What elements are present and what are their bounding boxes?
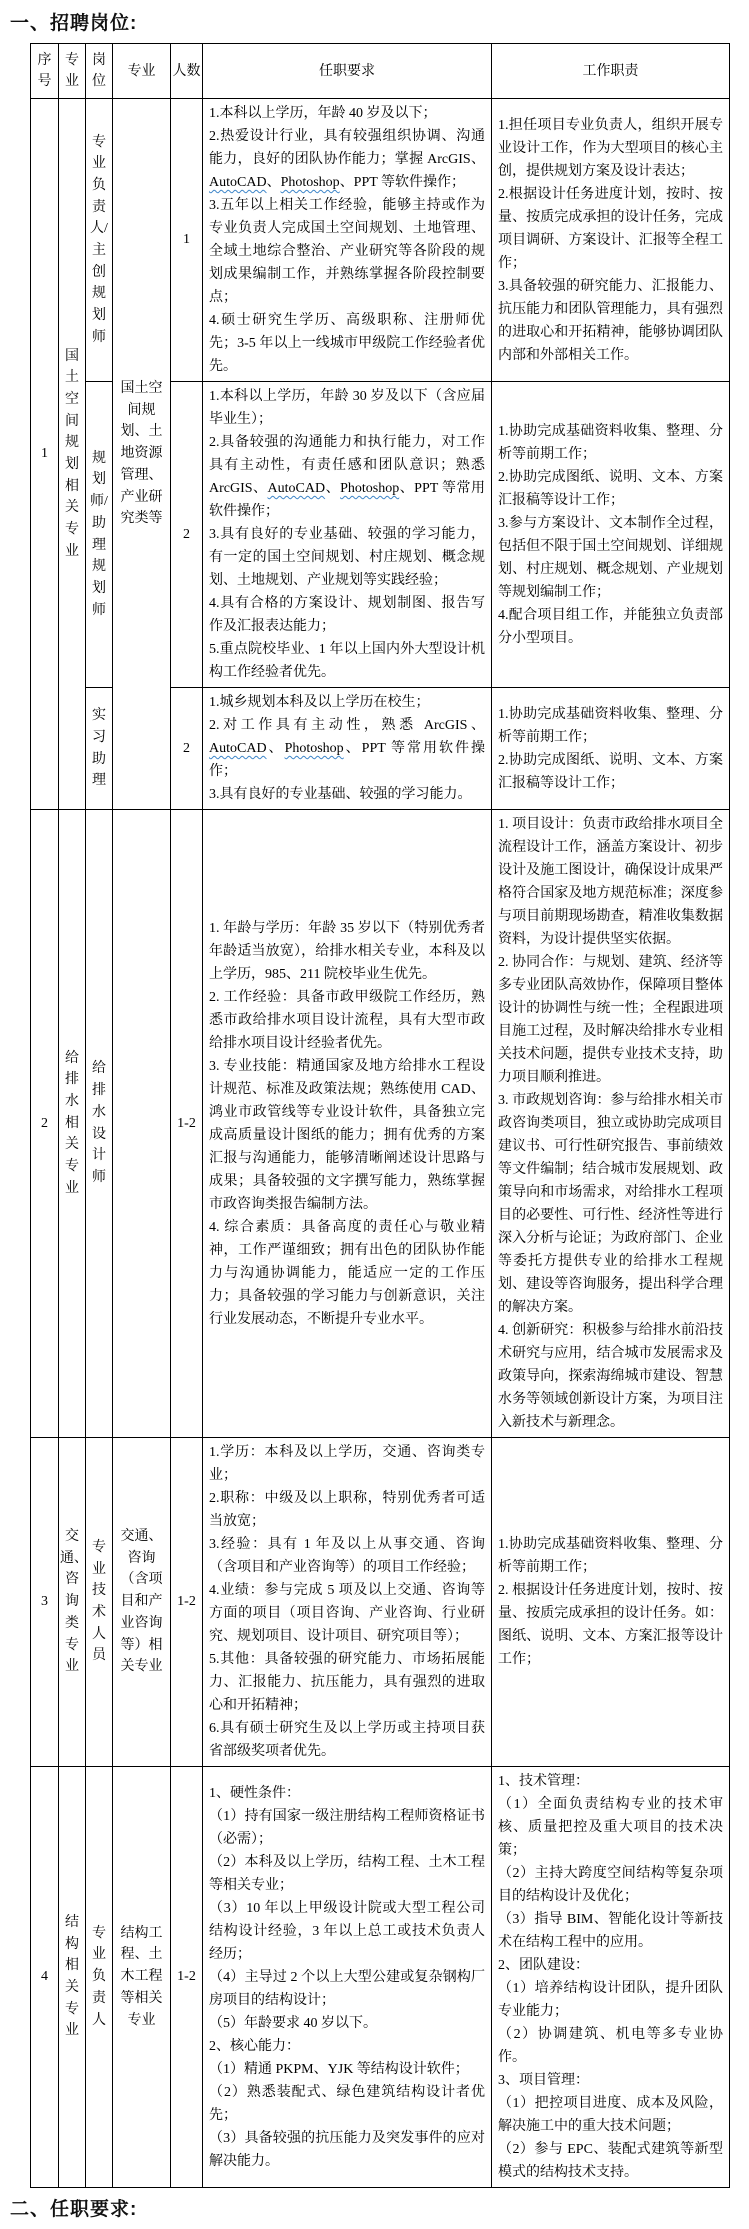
specialty-cell: 结构工程、土木工程等相关专业 [113,1767,171,2188]
text-paragraph: 2.协助完成图纸、说明、文本、方案汇报稿等设计工作； [498,752,723,791]
table-header-row [31,44,730,99]
duties-cell [492,810,730,1438]
text-paragraph: 1.本科以上学历，年龄 40 岁及以下； [209,106,437,121]
squiggle-word: AutoCAD [209,175,267,190]
duties-cell [492,1438,730,1767]
text-paragraph: 1.本科以上学历，年龄 30 岁及以下（含应届毕业生）； [209,389,485,427]
text-paragraph: 1、技术管理： [498,1774,589,1789]
section-title-requirements: 二、任职要求: [10,2199,138,2220]
text-paragraph: （2）主持大跨度空间结构等复杂项目的结构设计及优化； [498,1866,723,1904]
text-paragraph: 4.硕士研究生学历、高级职称、注册师优先；3-5 年以上一线城市甲级院工作经验者优先。 [209,313,485,374]
text-paragraph: 1. 年龄与学历：年龄 35 岁以下（特别优秀者年龄适当放宽），给排水相关专业，本科及以上学历，985、211 院校毕业生优先。 [209,920,485,982]
text-paragraph: 2.具备较强的沟通能力和执行能力，对工作具有主动性，有责任感和团队意识；熟悉 ArcGIS、AutoCAD、Photoshop、PPT 等常用软件操作； [209,435,486,519]
jobs-table [30,43,730,2188]
col-header-major: 专业 [59,44,86,99]
text-paragraph: 2.职称：中级及以上职称，特别优秀者可适当放宽； [209,1491,485,1529]
text-paragraph: 2.根据设计任务进度计划，按时、按量、按质完成承担的设计任务，完成项目调研、方案设计、汇报等全程工作； [498,186,723,271]
text-paragraph: 3.具有良好的专业基础、较强的学习能力，有一定的国土空间规划、村庄规划、概念规划、土地规划、产业规划等实践经验； [209,527,485,588]
text-paragraph: 1.协助完成基础资料收集、整理、分析等前期工作； [498,706,723,745]
specialty-cell: 交通、咨询（含项目和产业咨询等）相关专业 [113,1438,171,1767]
text-paragraph: （1）持有国家一级注册结构工程师资格证书（必需）； [209,1808,485,1847]
count-cell: 1-2 [171,1767,203,2188]
text-paragraph: 2. 协同合作：与规划、建筑、经济等多专业团队高效协作，保障项目整体设计的协调性与统一性；全程跟进项目施工过程，及时解决给排水专业相关技术问题，提供专业技术支持，助力项目顺利推进。 [498,955,723,1085]
requirements-cell [203,1767,492,2188]
col-header-count: 人数 [171,44,203,99]
text-paragraph: （2）协调建筑、机电等多专业协作。 [498,2027,723,2065]
squiggle-word: AutoCAD [267,481,326,496]
count-cell: 1 [171,99,203,382]
col-header-requirements: 任职要求 [203,44,492,99]
position-cell: 给排水设计师 [86,810,113,1438]
position-cell: 实习助理 [86,688,113,810]
count-cell: 2 [171,688,203,810]
requirements-cell [203,810,492,1438]
text-paragraph: 4.配合项目组工作，并能独立负责部分小型项目。 [498,607,723,646]
position-cell: 规划师/助理规划师 [86,382,113,688]
text-paragraph: 2.热爱设计行业，具有较强组织协调、沟通能力，良好的团队协作能力；掌握 ArcGIS、AutoCAD、Photoshop、PPT 等软件操作； [209,129,485,190]
major-cell: 国土空间规划相关专业 [59,99,86,810]
seq-cell: 2 [31,810,59,1438]
seq-cell: 1 [31,99,59,810]
text-paragraph: 4.业绩：参与完成 5 项及以上交通、咨询等方面的项目（项目咨询、产业咨询、行业研究、规划项目、设计项目、研究项目等）； [209,1583,485,1644]
squiggle-word: AutoCAD [209,741,267,756]
text-paragraph: 4.具有合格的方案设计、规划制图、报告写作及汇报表达能力； [209,596,485,634]
text-paragraph: 2. 工作经验：具备市政甲级院工作经历，熟悉市政给排水项目设计流程，具有大型市政给排水项目设计经验者优先。 [209,989,485,1051]
text-paragraph: 6.具有硕士研究生及以上学历或主持项目获省部级奖项者优先。 [209,1721,485,1759]
text-paragraph: （1）培养结构设计团队，提升团队专业能力； [498,1981,723,2019]
duties-cell [492,382,730,688]
text-paragraph: 3.经验：具有 1 年及以上从事交通、咨询（含项目和产业咨询等）的项目工作经验； [209,1537,485,1575]
job-row-1a [31,99,730,382]
requirements-cell [203,1438,492,1767]
text-paragraph: （2）本科及以上学历，结构工程、土木工程等相关专业； [209,1854,485,1893]
requirements-cell [203,99,492,382]
col-header-seq: 序号 [31,44,59,99]
seq-cell: 3 [31,1438,59,1767]
job-row-4 [31,1767,730,2188]
major-cell: 结构相关专业 [59,1767,86,2188]
col-header-position: 岗位 [86,44,113,99]
count-cell: 1-2 [171,810,203,1438]
col-header-duties: 工作职责 [492,44,730,99]
duties-cell [492,99,730,382]
text-paragraph: （2）熟悉装配式、绿色建筑结构设计者优先； [209,2084,485,2123]
text-paragraph: 1.协助完成基础资料收集、整理、分析等前期工作； [498,423,723,462]
major-cell: 交通、咨询类专业 [59,1438,86,1767]
text-paragraph: 1.担任项目专业负责人，组织开展专业设计工作，作为大型项目的核心主创，提供规划方案及设计表达； [498,117,723,179]
position-cell: 专业负责人/主创规划师 [86,99,113,382]
job-row-2 [31,810,730,1438]
requirements-cell [203,688,492,810]
text-paragraph: 2.协助完成图纸、说明、文本、方案汇报稿等设计工作； [498,469,723,508]
position-cell: 专业技术人员 [86,1438,113,1767]
text-paragraph: （3）具备较强的抗压能力及突发事件的应对解决能力。 [209,2130,485,2169]
text-paragraph: （1）把控项目进度、成本及风险，解决施工中的重大技术问题； [498,2096,723,2134]
text-paragraph: 2.对工作具有主动性，熟悉 ArcGIS、AutoCAD、Photoshop、PPT 等常用软件操作； [209,718,486,779]
squiggle-word: Photoshop [280,175,340,190]
text-paragraph: 2、团队建设： [498,1958,589,1973]
text-paragraph: 5.其他：具备较强的研究能力、市场拓展能力、汇报能力、抗压能力，具有强烈的进取心和开拓精神； [209,1652,485,1713]
text-paragraph: 5.重点院校毕业、1 年以上国内外大型设计机构工作经验者优先。 [209,642,485,680]
text-paragraph: 1. 项目设计：负责市政给排水项目全流程设计工作，涵盖方案设计、初步设计及施工图设计，确保设计成果严格符合国家及地方规范标准；深度参与项目前期现场勘查，精准收集数据资料，为设计提供坚实依据。 [498,817,723,947]
text-paragraph: （3）10 年以上甲级设计院或大型工程公司结构设计经验，3 年以上总工或技术负责人经历； [209,1900,485,1962]
count-cell: 1-2 [171,1438,203,1767]
major-cell: 给排水相关专业 [59,810,86,1438]
text-paragraph: 3.五年以上相关工作经验，能够主持或作为专业负责人完成国土空间规划、土地管理、全域土地综合整治、产业研究等各阶段的规划成果编制工作，并熟练掌握各阶段控制要点； [209,198,485,305]
squiggle-word: Photoshop [284,741,344,756]
text-paragraph: 2. 根据设计任务进度计划，按时、按量、按质完成承担的设计任务。如：图纸、说明、文本、方案汇报等设计工作； [498,1583,723,1667]
col-header-specialty: 专业 [113,44,171,99]
text-paragraph: （2）参与 EPC、装配式建筑等新型模式的结构技术支持。 [498,2142,723,2180]
text-paragraph: 4. 综合素质：具备高度的责任心与敬业精神，工作严谨细致；拥有出色的团队协作能力与沟通协调能力，能适应一定的工作压力；具备较强的学习能力与创新意识，关注行业发展动态，不断提升专业水平。 [209,1219,485,1327]
job-row-3 [31,1438,730,1767]
text-paragraph: 2、核心能力： [209,2038,300,2054]
requirements-cell [203,382,492,688]
text-paragraph: 3.具备较强的研究能力、汇报能力、抗压能力和团队管理能力，具有强烈的进取心和开拓精神，能够协调团队内部和外部相关工作。 [498,278,723,363]
text-paragraph: （3）指导 BIM、智能化设计等新技术在结构工程中的应用。 [498,1912,723,1950]
specialty-cell: 国土空间规划、土地资源管理、产业研究类等 [113,99,171,810]
count-cell: 2 [171,382,203,688]
text-paragraph: （5）年龄要求 40 岁以下。 [209,2015,377,2031]
seq-cell: 4 [31,1767,59,2188]
duties-cell [492,1767,730,2188]
text-paragraph: 3.参与方案设计、文本制作全过程，包括但不限于国土空间规划、详细规划、村庄规划、概念规划、产业规划等规划编制工作； [498,515,723,600]
text-paragraph: 1.协助完成基础资料收集、整理、分析等前期工作； [498,1537,723,1575]
text-paragraph: （4）主导过 2 个以上大型公建或复杂钢构厂房项目的结构设计； [209,1969,485,2008]
squiggle-word: Photoshop [340,481,400,496]
section-title-recruit-positions: 一、招聘岗位: [10,13,138,34]
text-paragraph: 3.具有良好的专业基础、较强的学习能力。 [209,787,472,802]
position-cell: 专业负责人 [86,1767,113,2188]
text-paragraph: 1.城乡规划本科及以上学历在校生； [209,695,430,710]
text-paragraph: 4. 创新研究：积极参与给排水前沿技术研究与应用，结合城市发展需求及政策导向，探索海绵城市建设、智慧水务等领域创新设计方案，为项目注入新技术与新理念。 [498,1323,723,1430]
specialty-cell [113,810,171,1438]
text-paragraph: 3. 市政规划咨询：参与给排水相关市政咨询类项目，独立或协助完成项目建议书、可行性研究报告、事前绩效等文件编制；结合城市发展规划、政策导向和市场需求，对给排水工程项目的必要性、可行性、经济性等进行深入分析与论证；为政府部门、企业等委托方提供专业的给排水工程规划、建设等咨询服务，提出科学合理的解决方案。 [498,1093,723,1315]
text-paragraph: 1.学历：本科及以上学历，交通、咨询类专业； [209,1445,485,1483]
text-paragraph: 3、项目管理： [498,2073,589,2088]
duties-cell [492,688,730,810]
text-paragraph: 1、硬性条件： [209,1785,300,1801]
text-paragraph: （1）精通 PKPM、YJK 等结构设计软件； [209,2061,469,2077]
text-paragraph: （1）全面负责结构专业的技术审核、质量把控及重大项目的技术决策； [498,1797,723,1858]
text-paragraph: 3. 专业技能：精通国家及地方给排水工程设计规范、标准及政策法规；熟练使用 CAD、鸿业市政管线等专业设计软件，具备独立完成高质量设计图纸的能力；拥有优秀的方案汇报与沟通能力，能够清晰阐述设计思路与成果；具备较强的文字撰写能力，熟练掌握市政咨询类报告编制方法。 [209,1058,485,1212]
